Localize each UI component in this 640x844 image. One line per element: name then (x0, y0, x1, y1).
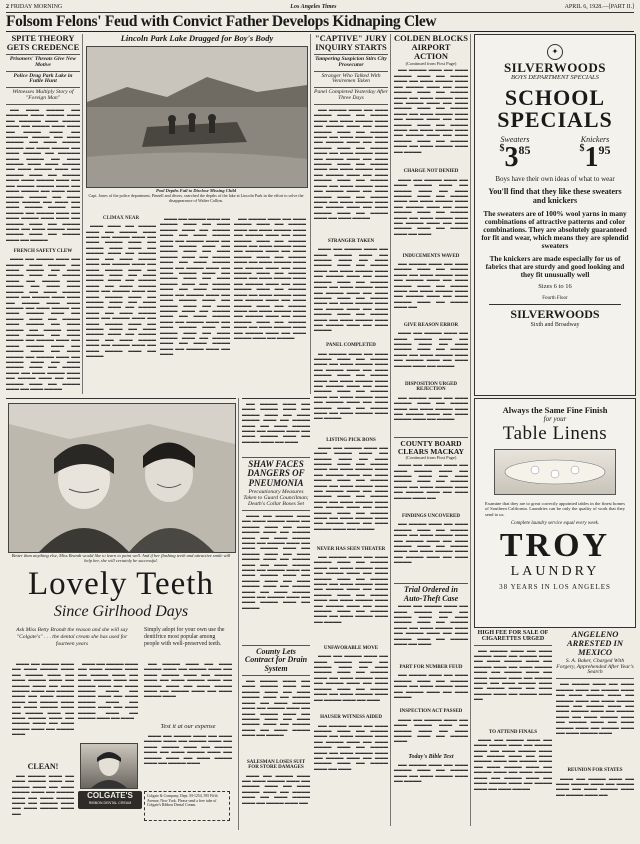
golden-body-1: ▬▬ ▬▬▬▬ ▬▬▬ ▬▬ ▬▬▬ ▬▬▬▬ ▬▬▬ ▬▬ ▬▬▬▬ ▬▬▬ ▬▬ ▬▬▬ ▬▬▬▬ ▬▬▬ ▬▬ ▬▬▬▬ ▬▬▬ ▬▬ ▬▬▬ ▬▬▬▬ ▬▬▬ ▬▬ ▬▬▬▬ ▬▬▬ ▬▬ ▬▬▬ ▬▬▬▬ ▬▬▬ ▬▬ ▬▬▬▬ ▬▬▬ ▬▬ ▬▬▬ ▬▬▬▬ ▬▬▬ ▬▬ ▬▬▬▬ ▬▬▬ ▬▬ ▬▬▬ ▬▬▬▬ ▬▬▬ ▬▬ ▬▬▬▬ ▬▬▬ ▬▬ ▬▬▬ ▬▬▬▬ ▬▬▬ ▬▬ ▬▬▬▬ ▬▬▬ ▬▬ ▬▬▬ ▬▬▬▬ ▬▬▬ ▬▬ ▬▬▬▬ ▬▬▬ ▬▬ ▬▬▬ ▬▬▬▬ ▬▬▬ ▬▬ ▬▬▬▬ ▬▬▬ ▬▬ ▬▬▬ ▬▬▬▬ ▬▬▬ ▬▬ ▬▬▬▬ (394, 67, 468, 154)
angeleno-subhead: REUNION FOR STATES (567, 768, 623, 774)
linen-illustration (494, 449, 616, 495)
troy-big1: Table Linens (502, 423, 608, 444)
golden-subhead-disposition: DISPOSITION URGED REJECTION (404, 382, 458, 393)
kidnap-continued-body: ▬▬ ▬▬▬▬ ▬▬▬ ▬▬ ▬▬▬ ▬▬▬▬ ▬▬▬ ▬▬ ▬▬▬▬ ▬▬▬ ▬▬ ▬▬▬ ▬▬▬▬ ▬▬▬ ▬▬ ▬▬▬▬ ▬▬▬ ▬▬ ▬▬▬ ▬▬▬▬ ▬▬▬ ▬▬ ▬▬▬▬ ▬▬▬ ▬▬ ▬▬▬ ▬▬▬▬ ▬▬▬ ▬▬ ▬▬▬▬ ▬▬▬ ▬▬ ▬▬▬ (242, 401, 310, 444)
knickers-price-cents: 95 (598, 143, 611, 158)
jury-sub3: Panel Completed Yesterday After Three Days (314, 89, 388, 102)
troy-body: Examine that they are to great correctly appointed tables in the finest homes of Southern California. Laundries can be only the quality of work that they send to us. (485, 501, 625, 517)
trial-headline: Trial Ordered in Auto-Theft Case (403, 585, 459, 603)
photo-caption: Pool Depths Fail to Disclose Missing Child (155, 188, 236, 193)
angeleno-body-2: ▬▬▬ ▬▬ ▬▬▬▬ ▬▬▬ ▬▬ ▬▬▬ ▬▬▬▬ ▬▬▬ ▬▬ ▬▬▬▬ ▬▬▬ ▬▬ ▬▬▬ ▬▬▬▬ ▬▬▬ ▬▬ ▬▬▬▬ ▬▬▬ ▬▬ (556, 775, 634, 797)
spite-body-2: ▬▬▬ ▬▬ ▬▬▬▬ ▬▬▬ ▬▬ ▬▬▬▬ ▬▬▬ ▬▬▬▬ ▬▬ ▬▬▬ ▬▬▬▬ ▬▬ ▬▬▬ ▬▬▬▬ ▬▬▬ ▬▬ ▬▬▬▬ ▬▬▬ ▬▬ ▬▬▬▬ ▬▬▬ ▬▬▬▬ ▬▬ ▬▬▬ ▬▬▬ ▬▬▬▬ ▬▬ ▬▬▬ ▬▬▬▬ ▬▬▬ ▬▬ ▬▬▬▬ ▬▬▬ ▬▬▬ ▬▬ ▬▬▬▬ ▬▬▬ ▬▬▬ ▬▬▬▬ ▬▬ ▬▬▬ ▬▬▬▬ ▬▬ ▬▬▬ ▬▬▬▬ ▬▬▬ ▬▬ ▬▬▬▬ ▬▬▬ ▬▬ ▬▬▬▬ ▬▬▬ ▬▬▬▬ ▬▬ ▬▬▬ ▬▬▬▬ ▬▬ ▬▬▬▬ ▬▬▬ ▬▬▬ ▬▬▬▬ ▬▬ ▬▬▬ ▬▬▬▬ ▬▬ ▬▬▬▬ ▬▬▬ ▬▬ ▬▬▬ ▬▬▬▬ ▬▬▬ ▬▬ ▬▬▬▬ ▬▬▬ ▬▬ ▬▬▬ ▬▬▬▬ ▬▬ ▬▬▬▬ ▬▬▬ ▬▬ ▬▬▬▬ ▬▬▬ ▬▬ ▬▬▬ ▬▬▬▬ ▬▬▬ ▬▬ ▬▬▬▬ ▬▬▬ ▬▬ ▬▬▬ ▬▬▬▬ ▬▬▬ ▬▬ ▬▬▬▬ ▬▬▬ ▬▬ ▬▬▬ ▬▬▬▬ ▬▬▬ ▬▬ ▬▬▬▬ ▬▬▬ ▬▬ ▬▬▬ ▬▬▬▬ (6, 256, 80, 391)
knickers-price-dollars: 1 (584, 142, 599, 174)
troy-sub: LAUNDRY (510, 564, 600, 580)
silverwoods-foot: SILVERWOODS (489, 304, 621, 322)
colgate-body-left: ▬▬▬ ▬▬ ▬▬▬▬ ▬▬▬ ▬▬ ▬▬▬ ▬▬▬▬ ▬▬▬ ▬▬ ▬▬▬▬ ▬▬▬ ▬▬ ▬▬▬ ▬▬▬▬ ▬▬▬ ▬▬ ▬▬▬▬ ▬▬▬ ▬▬ ▬▬▬ ▬▬▬▬ ▬▬▬ ▬▬ ▬▬▬▬ ▬▬▬ ▬▬ ▬▬▬ ▬▬▬▬ ▬▬▬ ▬▬ ▬▬▬▬ ▬▬▬ ▬▬ ▬▬▬ ▬▬▬▬ ▬▬▬ ▬▬ ▬▬▬▬ ▬▬▬ ▬▬ ▬▬▬ ▬▬▬▬ ▬▬▬ ▬▬ ▬▬▬▬ ▬▬▬ ▬▬ ▬▬▬ ▬▬▬▬ ▬▬▬ ▬▬ ▬▬▬▬ ▬▬▬ (12, 661, 74, 737)
silverwoods-floor: Fourth Floor (542, 296, 568, 302)
colgate-clean-head: CLEAN! (27, 762, 59, 771)
column-shaw (242, 398, 310, 831)
silverwoods-line2: You'll find that they like these sweaters and knickers (488, 187, 622, 205)
jury-body-2: ▬▬▬ ▬▬ ▬▬▬▬ ▬▬▬ ▬▬ ▬▬▬ ▬▬▬▬ ▬▬▬ ▬▬ ▬▬▬▬ ▬▬▬ ▬▬ ▬▬▬ ▬▬▬▬ ▬▬▬ ▬▬ ▬▬▬▬ ▬▬▬ ▬▬ ▬▬▬ ▬▬▬▬ ▬▬▬ ▬▬ ▬▬▬▬ ▬▬▬ ▬▬ ▬▬▬ ▬▬▬▬ ▬▬▬ ▬▬ ▬▬▬▬ ▬▬▬ ▬▬ ▬▬▬ ▬▬▬▬ ▬▬▬ ▬▬ ▬▬▬▬ ▬▬▬ ▬▬ ▬▬▬ ▬▬▬▬ ▬▬▬ ▬▬ ▬▬▬▬ ▬▬▬ ▬▬ ▬▬▬ ▬▬▬▬ ▬▬▬ ▬▬ ▬▬▬▬ ▬▬▬ ▬▬ ▬▬▬ ▬▬▬▬ ▬▬▬ ▬▬ ▬▬▬▬ ▬▬▬ ▬▬ ▬▬▬ ▬▬▬▬ ▬▬▬ ▬▬ ▬▬▬▬ ▬▬▬ ▬▬ ▬▬▬ ▬▬▬▬ (314, 246, 388, 333)
tube-brand-label: COLGATE'S (87, 791, 133, 800)
silverwoods-line4: The knickers are made especially for us of fabrics that are sturdy and good looking and they fit unusually well (485, 253, 625, 279)
colgate-title2: Since Girlhood Days (53, 603, 189, 620)
colgate-slogan: Simply adopt for your own use the dentifrice most popular among people with well-preserved teeth. (144, 627, 225, 647)
trial-body-3: ▬▬▬ ▬▬ ▬▬▬▬ ▬▬▬ ▬▬ ▬▬▬ ▬▬▬▬ ▬▬▬ ▬▬ ▬▬▬▬ ▬▬▬ ▬▬ ▬▬▬ ▬▬▬▬ ▬▬▬ ▬▬ ▬▬▬▬ ▬▬▬ (394, 716, 468, 744)
fees-body-2: ▬▬▬ ▬▬ ▬▬▬▬ ▬▬▬ ▬▬ ▬▬▬ ▬▬▬▬ ▬▬▬ ▬▬ ▬▬▬▬ ▬▬▬ ▬▬ ▬▬▬ ▬▬▬▬ ▬▬▬ ▬▬ ▬▬▬▬ ▬▬▬ ▬▬ ▬▬▬ ▬▬▬▬ ▬▬▬ ▬▬ ▬▬▬▬ ▬▬▬ ▬▬ ▬▬▬ ▬▬▬▬ ▬▬▬ ▬▬ ▬▬▬▬ ▬▬▬ ▬▬ ▬▬▬ ▬▬▬▬ ▬▬▬ ▬▬ ▬▬▬▬ ▬▬▬ ▬▬ ▬▬▬ ▬▬▬▬ ▬▬▬ ▬▬ ▬▬▬▬ ▬▬▬ ▬▬ ▬▬▬ ▬▬▬▬ (474, 736, 552, 791)
jury-subhead-unfavorable: UNFAVORABLE MOVE (323, 646, 379, 651)
miss-brandt-portrait-image (81, 744, 137, 788)
troy-line2: for your (543, 415, 567, 423)
colgate-tube (78, 791, 142, 809)
trial-body-1: ▬▬▬ ▬▬ ▬▬▬▬ ▬▬▬ ▬▬ ▬▬▬ ▬▬▬▬ ▬▬▬ ▬▬ ▬▬▬▬ ▬▬▬ ▬▬ ▬▬▬ ▬▬▬▬ ▬▬▬ ▬▬ ▬▬▬▬ ▬▬▬ ▬▬ ▬▬▬ ▬▬▬▬ ▬▬▬ ▬▬ ▬▬▬▬ ▬▬▬ ▬▬ ▬▬▬ ▬▬▬▬ ▬▬▬ ▬▬ ▬▬▬▬ ▬▬▬ ▬▬ ▬▬▬ (394, 603, 468, 647)
angeleno-body-1: ▬▬ ▬▬▬▬ ▬▬▬ ▬▬ ▬▬▬ ▬▬▬▬ ▬▬▬ ▬▬ ▬▬▬▬ ▬▬▬ ▬▬ ▬▬▬ ▬▬▬▬ ▬▬▬ ▬▬ ▬▬▬▬ ▬▬▬ ▬▬ ▬▬▬ ▬▬▬▬ ▬▬▬ ▬▬ ▬▬▬▬ ▬▬▬ ▬▬ ▬▬▬ ▬▬▬▬ ▬▬▬ ▬▬ ▬▬▬▬ ▬▬▬ ▬▬ ▬▬▬ ▬▬▬▬ ▬▬▬ ▬▬ ▬▬▬▬ ▬▬▬ ▬▬ ▬▬▬ ▬▬▬▬ ▬▬▬ ▬▬ ▬▬▬▬ ▬▬▬ ▬▬ ▬▬▬ ▬▬▬▬ ▬▬▬ (556, 681, 634, 735)
silverwoods-sizes: Sizes 6 to 16 (538, 283, 572, 291)
folio-bar (6, 2, 634, 13)
spite-body-1: ▬▬ ▬▬▬ ▬▬▬▬ ▬▬ ▬▬▬▬▬ ▬▬▬ ▬▬▬▬ ▬▬▬ ▬▬ ▬▬▬▬▬ ▬▬▬ ▬▬▬▬ ▬▬▬ ▬▬ ▬▬▬▬ ▬▬▬ ▬▬▬ ▬▬ ▬▬▬▬ ▬▬▬ ▬▬ ▬▬▬▬▬ ▬▬▬▬ ▬▬ ▬▬▬ ▬▬▬▬ ▬▬ ▬▬▬ ▬▬▬▬ ▬▬▬▬ ▬▬ ▬▬▬ ▬▬▬▬ ▬▬ ▬▬▬ ▬▬▬▬ ▬▬ ▬▬▬▬▬ ▬▬▬ ▬▬▬▬ ▬▬ ▬▬▬ ▬▬▬▬ ▬▬▬ ▬▬▬ ▬▬▬▬ ▬▬ ▬▬▬ ▬▬▬▬ ▬▬▬ ▬▬ ▬▬▬▬ ▬▬▬ ▬▬ ▬▬▬▬ ▬▬▬ ▬▬▬ ▬▬▬▬ ▬▬▬ ▬▬ ▬▬ ▬▬▬▬ ▬▬▬▬ ▬▬▬ ▬▬ ▬▬▬ ▬▬▬▬ ▬▬ ▬▬▬ ▬▬▬ ▬▬▬▬ ▬▬▬▬ ▬▬ ▬▬▬ ▬▬▬ ▬▬▬▬ ▬▬ ▬▬▬ ▬▬ ▬▬▬ ▬▬▬▬ ▬▬▬▬ ▬▬ ▬▬▬▬ ▬▬ ▬▬▬▬ ▬▬▬ ▬▬ ▬▬▬ ▬▬▬▬ ▬▬▬ ▬▬▬ ▬▬ ▬▬▬▬ ▬▬▬ ▬▬ ▬▬▬▬ ▬▬▬ ▬▬ ▬▬▬ ▬▬▬▬ ▬▬▬ ▬▬▬▬ ▬▬▬ ▬▬ ▬▬▬▬ ▬▬▬ ▬▬ ▬▬▬▬ (6, 107, 80, 242)
jury-subhead-stranger: STRANGER TAKEN (327, 239, 375, 244)
bible-body: ▬▬ ▬▬▬▬ ▬▬▬ ▬▬ ▬▬▬ ▬▬▬▬ ▬▬▬ ▬▬ ▬▬▬▬ ▬▬▬ ▬▬ ▬▬▬ ▬▬▬▬ ▬▬▬ ▬▬ ▬▬▬▬ (394, 762, 468, 784)
silverwoods-brand: SILVERWOODS (503, 60, 607, 75)
banner-headline: Folsom Felons' Feud with Convict Father Develops Kidnaping Clew (6, 13, 634, 32)
silverwoods-tag: BOYS DEPARTMENT SPECIALS (511, 73, 599, 81)
column-fees (474, 630, 552, 830)
shaw-body: ▬▬▬ ▬▬ ▬▬▬▬ ▬▬▬ ▬▬ ▬▬▬ ▬▬▬▬ ▬▬▬ ▬▬ ▬▬▬▬ ▬▬▬ ▬▬ ▬▬▬ ▬▬▬▬ ▬▬▬ ▬▬ ▬▬▬▬ ▬▬▬ ▬▬ ▬▬▬ ▬▬▬▬ ▬▬▬ ▬▬ ▬▬▬▬ ▬▬▬ ▬▬ ▬▬▬ ▬▬▬▬ ▬▬▬ ▬▬ ▬▬▬▬ ▬▬▬ ▬▬ ▬▬▬ ▬▬▬▬ ▬▬▬ ▬▬ ▬▬▬▬ ▬▬▬ ▬▬ ▬▬▬ ▬▬▬▬ ▬▬▬ ▬▬ ▬▬▬▬ ▬▬▬ ▬▬ ▬▬▬ ▬▬▬▬ ▬▬▬ ▬▬ ▬▬▬▬ ▬▬▬ ▬▬ ▬▬▬ ▬▬▬▬ ▬▬▬ ▬▬ ▬▬▬▬ ▬▬▬ ▬▬ ▬▬▬ ▬▬▬▬ ▬▬▬ ▬▬ ▬▬▬▬ ▬▬▬ ▬▬ ▬▬▬ ▬▬▬▬ ▬▬▬ ▬▬ ▬▬▬▬ (242, 512, 310, 610)
silverwoods-line3: The sweaters are of 100% wool yarns in many combinations of attractive patterns and color combinations. They are absolutely guaranteed for fit and wear, which means they are splendid sweaters (481, 208, 629, 251)
brandt-caption: Better than anything else, Miss Brandt would like to learn to paint well. And if her flashing teeth and attractive smile will help her, she will certainly be successful. (11, 553, 231, 564)
jury-body-5: ▬▬ ▬▬▬▬ ▬▬▬ ▬▬ ▬▬▬ ▬▬▬▬ ▬▬▬ ▬▬ ▬▬▬▬ ▬▬▬ ▬▬ ▬▬▬ ▬▬▬▬ ▬▬▬ ▬▬ ▬▬▬▬ ▬▬▬ ▬▬ ▬▬▬ ▬▬▬▬ ▬▬▬ ▬▬ ▬▬▬▬ ▬▬▬ ▬▬ ▬▬▬ ▬▬▬▬ ▬▬▬ ▬▬ ▬▬▬▬ ▬▬▬ ▬▬ ▬▬▬ ▬▬▬▬ ▬▬▬ ▬▬ ▬▬▬▬ ▬▬▬ ▬▬ ▬▬▬ ▬▬▬▬ ▬▬▬ ▬▬ ▬▬▬▬ ▬▬▬ ▬▬ ▬▬▬ ▬▬▬▬ ▬▬▬ ▬▬ ▬▬▬▬ ▬▬▬ ▬▬ ▬▬▬ ▬▬▬▬ ▬▬▬ ▬▬ ▬▬▬▬ (314, 554, 388, 624)
jury-headline: "CAPTIVE" JURY INQUIRY STARTS (314, 33, 388, 52)
golden-body-4: ▬▬▬ ▬▬ ▬▬▬▬ ▬▬▬ ▬▬ ▬▬▬ ▬▬▬▬ ▬▬▬ ▬▬ ▬▬▬▬ ▬▬▬ ▬▬ ▬▬▬ ▬▬▬▬ ▬▬▬ ▬▬ ▬▬▬▬ ▬▬▬ ▬▬ ▬▬▬ ▬▬▬▬ ▬▬▬ ▬▬ ▬▬▬▬ ▬▬▬ ▬▬ ▬▬▬ ▬▬▬▬ ▬▬▬ ▬▬ ▬▬▬▬ (394, 330, 468, 368)
salesman-headline: SALESMAN LOSES SUIT FOR STORE DAMAGES (246, 760, 306, 771)
folio-date-right: APRIL 6, 1928.—[PART II.] (564, 4, 634, 10)
shaw-headline: SHAW FACES DANGERS OF PNEUMONIA (247, 459, 305, 488)
two-women-portrait-image (9, 404, 235, 552)
colgate-body-mid: ▬▬▬ ▬▬ ▬▬▬▬ ▬▬▬ ▬▬ ▬▬▬ ▬▬▬▬ ▬▬▬ ▬▬ ▬▬▬▬ ▬▬▬ ▬▬ ▬▬▬ ▬▬▬▬ ▬▬▬ ▬▬ ▬▬▬▬ ▬▬▬ ▬▬ ▬▬▬ ▬▬▬▬ ▬▬▬ ▬▬ ▬▬▬▬ ▬▬▬ ▬▬ ▬▬▬ ▬▬▬▬ ▬▬▬ ▬▬ ▬▬▬▬ ▬▬▬ ▬▬ ▬▬▬ ▬▬▬▬ ▬▬▬ ▬▬ ▬▬▬▬ ▬▬▬ ▬▬ ▬▬▬ (78, 661, 138, 721)
colgate-title1: Lovely Teeth (28, 566, 214, 602)
sweaters-price-block: Sweaters $^{\$}3^{85}$ (499, 135, 531, 174)
sweaters-price-cents: 85 (518, 143, 531, 158)
page-number: 2 (6, 4, 9, 10)
trial-body-2: ▬▬ ▬▬▬▬ ▬▬▬ ▬▬ ▬▬▬ ▬▬▬▬ ▬▬▬ ▬▬ ▬▬▬▬ ▬▬▬ ▬▬ ▬▬▬ ▬▬▬▬ ▬▬▬ ▬▬ ▬▬▬▬ ▬▬▬ ▬▬ ▬▬▬ ▬▬▬▬ (394, 672, 468, 700)
mackay-body-1: ▬▬▬ ▬▬ ▬▬▬▬ ▬▬▬ ▬▬ ▬▬▬ ▬▬▬▬ ▬▬▬ ▬▬ ▬▬▬▬ ▬▬▬ ▬▬ ▬▬▬ ▬▬▬▬ ▬▬▬ ▬▬ ▬▬▬▬ ▬▬▬ ▬▬ ▬▬▬ ▬▬▬▬ ▬▬▬ ▬▬ ▬▬▬▬ ▬▬▬ ▬▬ ▬▬▬ ▬▬▬▬ ▬▬▬ ▬▬ (394, 462, 468, 500)
mackay-body-2: ▬▬ ▬▬▬▬ ▬▬▬ ▬▬ ▬▬▬ ▬▬▬▬ ▬▬▬ ▬▬ ▬▬▬▬ ▬▬▬ ▬▬ ▬▬▬ ▬▬▬▬ ▬▬▬ ▬▬ ▬▬▬▬ ▬▬▬ ▬▬ ▬▬▬ ▬▬▬▬ ▬▬▬ ▬▬ ▬▬▬▬ ▬▬▬ ▬▬ ▬▬▬ ▬▬▬▬ ▬▬▬ ▬▬ ▬▬▬▬ ▬▬▬ ▬▬ ▬▬▬ ▬▬▬▬ (394, 521, 468, 565)
jury-subhead-hauser: HAUSER WITNESS AIDED (320, 715, 382, 721)
angeleno-headline: ANGELENO ARRESTED IN MEXICO (567, 629, 623, 657)
column-angeleno (556, 630, 634, 830)
tablecloth-icon (495, 450, 615, 494)
jury-body-6: ▬▬▬ ▬▬ ▬▬▬▬ ▬▬▬ ▬▬ ▬▬▬ ▬▬▬▬ ▬▬▬ ▬▬ ▬▬▬▬ ▬▬▬ ▬▬ ▬▬▬ ▬▬▬▬ ▬▬▬ ▬▬ ▬▬▬▬ ▬▬▬ ▬▬ ▬▬▬ ▬▬▬▬ ▬▬▬ ▬▬ ▬▬▬▬ ▬▬▬ ▬▬ ▬▬▬ ▬▬▬▬ ▬▬▬ ▬▬ ▬▬▬▬ ▬▬▬ ▬▬ ▬▬▬ ▬▬▬▬ ▬▬▬ ▬▬ ▬▬▬▬ ▬▬▬ ▬▬ ▬▬▬ (314, 653, 388, 702)
masthead-small: Los Angeles Times (290, 4, 337, 10)
fees-body-1: ▬▬ ▬▬▬▬ ▬▬▬ ▬▬ ▬▬▬ ▬▬▬▬ ▬▬▬ ▬▬ ▬▬▬▬ ▬▬▬ ▬▬ ▬▬▬ ▬▬▬▬ ▬▬▬ ▬▬ ▬▬▬▬ ▬▬▬ ▬▬ ▬▬▬ ▬▬▬▬ ▬▬▬ ▬▬ ▬▬▬▬ ▬▬▬ ▬▬ ▬▬▬ ▬▬▬▬ ▬▬▬ ▬▬ ▬▬▬▬ ▬▬▬ ▬▬ ▬▬▬ ▬▬▬▬ ▬▬▬ ▬▬ ▬▬▬▬ ▬▬▬ ▬▬ ▬▬▬ ▬▬▬▬ ▬▬▬ ▬▬ ▬▬▬▬ ▬▬▬ ▬▬ (474, 647, 552, 702)
lake-photo (86, 46, 308, 188)
trial-subhead-inspection: INSPECTION ACT PASSED (399, 709, 463, 715)
mackay-continued: (Continued from First Page) (405, 455, 457, 461)
colgate-body-right: ▬▬ ▬▬▬▬ ▬▬▬ ▬▬ ▬▬▬ ▬▬▬▬ ▬▬▬ ▬▬ ▬▬▬▬ ▬▬▬ ▬▬ ▬▬▬ ▬▬▬▬ ▬▬▬ ▬▬ ▬▬▬▬ ▬▬▬ ▬▬ ▬▬▬ ▬▬▬▬ ▬▬▬ ▬▬ ▬▬▬▬ ▬▬▬ ▬▬ ▬▬▬ ▬▬▬▬ ▬▬▬ ▬▬ ▬▬▬▬ ▬▬▬ ▬▬ ▬▬▬ ▬▬▬▬ ▬▬▬ (144, 661, 232, 699)
lake-scene-image (87, 47, 307, 187)
kidnap-story-col-b: ▬▬▬ ▬▬ ▬▬▬▬ ▬▬▬ ▬▬ ▬▬▬▬ ▬▬▬ ▬▬ ▬▬▬ ▬▬▬▬ ▬▬▬ ▬▬ ▬▬▬▬ ▬▬▬ ▬▬ ▬▬▬ ▬▬▬▬ ▬▬▬ ▬▬ ▬▬▬▬ ▬▬▬ ▬▬ ▬▬▬ ▬▬▬▬ ▬▬▬ ▬▬ ▬▬▬▬ ▬▬▬ ▬▬ ▬▬▬ ▬▬▬▬ ▬▬▬ ▬▬ ▬▬▬▬ ▬▬▬ ▬▬ ▬▬▬ ▬▬▬▬ ▬▬▬ ▬▬ ▬▬▬▬ ▬▬▬ ▬▬ ▬▬▬ ▬▬▬▬ ▬▬▬ ▬▬ ▬▬▬▬ ▬▬▬ ▬▬ ▬▬▬ ▬▬▬▬ ▬▬▬ ▬▬ ▬▬▬▬ ▬▬▬ ▬▬ ▬▬▬ ▬▬▬▬ ▬▬▬ ▬▬ ▬▬▬▬ ▬▬▬ ▬▬ ▬▬▬ ▬▬▬▬ ▬▬▬ ▬▬ ▬▬▬▬ ▬▬▬ ▬▬ ▬▬▬ ▬▬▬▬ ▬▬▬ ▬▬ ▬▬▬▬ ▬▬▬ ▬▬ ▬▬▬ ▬▬▬▬ ▬▬▬ ▬▬ ▬▬▬▬ ▬▬▬ ▬▬ ▬▬▬ ▬▬▬▬ ▬▬▬ ▬▬ ▬▬▬▬ ▬▬▬ ▬▬ ▬▬▬ ▬▬▬▬ ▬▬▬ ▬▬ ▬▬▬▬ ▬▬▬ ▬▬ ▬▬▬ ▬▬▬▬ ▬▬▬ ▬▬ ▬▬▬▬ ▬▬▬ ▬▬ ▬▬▬ (160, 216, 230, 357)
golden-body-5: ▬▬ ▬▬▬▬ ▬▬▬ ▬▬ ▬▬▬ ▬▬▬▬ ▬▬▬ ▬▬ ▬▬▬▬ ▬▬▬ ▬▬ ▬▬▬ ▬▬▬▬ ▬▬▬ ▬▬ ▬▬▬▬ ▬▬▬ ▬▬ ▬▬▬ ▬▬▬▬ ▬▬▬ ▬▬ ▬▬▬▬ (394, 394, 468, 422)
colgate-coupon[interactable] (144, 791, 230, 821)
silverwoods-crest-icon: ✦ (547, 44, 563, 60)
silverwoods-line1: Boys have their own ideas of what to wear (495, 175, 615, 184)
jury-body-7: ▬▬ ▬▬▬▬ ▬▬▬ ▬▬ ▬▬▬ ▬▬▬▬ ▬▬▬ ▬▬ ▬▬▬▬ ▬▬▬ ▬▬ ▬▬▬ ▬▬▬▬ ▬▬▬ ▬▬ ▬▬▬▬ ▬▬▬ ▬▬ ▬▬▬ ▬▬▬▬ ▬▬▬ ▬▬ ▬▬▬▬ ▬▬▬ ▬▬ ▬▬▬ ▬▬▬▬ ▬▬▬ ▬▬ ▬▬▬▬ ▬▬▬ ▬▬ ▬▬▬ ▬▬▬▬ ▬▬▬ ▬▬ ▬▬▬▬ ▬▬▬ ▬▬ ▬▬▬ (314, 722, 388, 771)
angeleno-sub: S. A. Baker, Charged With Forgery, Apprehended After Year's Search (556, 657, 634, 676)
jury-body-1: ▬▬ ▬▬▬▬ ▬▬▬ ▬▬ ▬▬▬ ▬▬▬▬ ▬▬▬ ▬▬ ▬▬▬▬ ▬▬▬ ▬▬ ▬▬▬ ▬▬▬▬ ▬▬▬ ▬▬ ▬▬▬▬ ▬▬▬ ▬▬ ▬▬▬ ▬▬▬▬ ▬▬▬ ▬▬ ▬▬▬▬ ▬▬▬ ▬▬ ▬▬▬ ▬▬▬▬ ▬▬▬ ▬▬ ▬▬▬▬ ▬▬▬ ▬▬ ▬▬▬ ▬▬▬▬ ▬▬▬ ▬▬ ▬▬▬▬ ▬▬▬ ▬▬ ▬▬▬ ▬▬▬▬ ▬▬▬ ▬▬ ▬▬▬▬ ▬▬▬ ▬▬ ▬▬▬ ▬▬▬▬ ▬▬▬ ▬▬ ▬▬▬▬ ▬▬▬ ▬▬ ▬▬▬ ▬▬▬▬ ▬▬▬ ▬▬ ▬▬▬▬ ▬▬▬ ▬▬ ▬▬▬ ▬▬▬▬ ▬▬▬ ▬▬ ▬▬▬▬ ▬▬▬ ▬▬ ▬▬▬ ▬▬▬▬ ▬▬▬ ▬▬ ▬▬▬▬ ▬▬▬ ▬▬ ▬▬▬ ▬▬▬▬ ▬▬▬ ▬▬ ▬▬▬▬ ▬▬▬ ▬▬ ▬▬▬ ▬▬▬▬ ▬▬▬ ▬▬ ▬▬▬▬ ▬▬▬ ▬▬ ▬▬▬ ▬▬▬▬ ▬▬▬ ▬▬ ▬▬▬▬ ▬▬▬ ▬▬ ▬▬▬ ▬▬▬▬ (314, 107, 388, 221)
jury-sub2: Stranger Who Talked With Veniremen Taken (321, 72, 381, 85)
troy-ad (474, 398, 636, 628)
knickers-label: Knickers (580, 135, 610, 145)
column-jury (314, 34, 388, 826)
silverwoods-address: Sixth and Broadway (530, 322, 580, 329)
folio-date-left: FRIDAY MORNING (10, 4, 63, 10)
golden-continued: (Continued from First Page) (405, 60, 457, 66)
knickers-price-block: Knickers $^{\$}1^{95}$ (579, 135, 611, 174)
jury-subhead-theater: NEVER HAS SEEN THEATER (316, 546, 386, 552)
climax-subhead: CLIMAX NEAR (102, 216, 140, 221)
golden-subhead-charge: CHARGE NOT DENIED (403, 169, 459, 175)
fees-subhead: TO ATTEND FINALS (488, 729, 538, 735)
column-golden (394, 34, 468, 826)
colgate-portrait (80, 743, 138, 789)
photo-block-top (86, 34, 308, 214)
bible-text-head: Today's Bible Text (408, 753, 454, 760)
troy-phone: Complete laundry service equal every week. (510, 521, 600, 527)
troy-line1: Always the Same Fine Finish (502, 405, 608, 415)
spite-subhead-2: FRENCH SAFETY CLEW (13, 249, 73, 254)
folio-day (6, 4, 62, 10)
troy-brand: TROY (499, 527, 611, 565)
spite-sub3: Witnesses Multiply Story of "Foreign Man" (12, 89, 74, 102)
jury-body-4: ▬▬▬ ▬▬ ▬▬▬▬ ▬▬▬ ▬▬ ▬▬▬ ▬▬▬▬ ▬▬▬ ▬▬ ▬▬▬▬ ▬▬▬ ▬▬ ▬▬▬ ▬▬▬▬ ▬▬▬ ▬▬ ▬▬▬▬ ▬▬▬ ▬▬ ▬▬▬ ▬▬▬▬ ▬▬▬ ▬▬ ▬▬▬▬ ▬▬▬ ▬▬ ▬▬▬ ▬▬▬▬ ▬▬▬ ▬▬ ▬▬▬▬ ▬▬▬ ▬▬ ▬▬▬ ▬▬▬▬ ▬▬▬ ▬▬ ▬▬▬▬ ▬▬▬ ▬▬ ▬▬▬ ▬▬▬▬ ▬▬▬ ▬▬ ▬▬▬▬ ▬▬▬ ▬▬ ▬▬▬ ▬▬▬▬ ▬▬▬ ▬▬ ▬▬▬▬ ▬▬▬ ▬▬ ▬▬▬ ▬▬▬▬ ▬▬▬ ▬▬ ▬▬▬▬ ▬▬▬ ▬▬ ▬▬▬ ▬▬▬▬ ▬▬▬ ▬▬ ▬▬▬▬ ▬▬▬ ▬▬ ▬▬▬ ▬▬▬▬ ▬▬▬ ▬▬ ▬▬▬▬ (314, 444, 388, 531)
spite-sub2: Police Drag Park Lake in Futile Hunt (13, 72, 73, 85)
sweaters-price-dollars: 3 (504, 142, 519, 174)
golden-subhead-reason: GIVE REASON ERROR (403, 322, 459, 328)
fees-headline: HIGH FEE FOR SALE OF CIGARETTES URGED (477, 630, 549, 643)
salesman-body: ▬▬▬ ▬▬ ▬▬▬▬ ▬▬▬ ▬▬ ▬▬▬ ▬▬▬▬ ▬▬▬ ▬▬ ▬▬▬▬ ▬▬▬ ▬▬ ▬▬▬ ▬▬▬▬ ▬▬▬ ▬▬ ▬▬▬▬ ▬▬▬ ▬▬ ▬▬▬ ▬▬▬▬ ▬▬▬ ▬▬ ▬▬▬▬ ▬▬▬ ▬▬ (242, 772, 310, 805)
jury-sub1: Tampering Suspicion Stirs City Prosecutor (315, 55, 387, 68)
spite-headline: SPITE THEORY GETS CREDENCE (6, 33, 80, 52)
golden-subhead-inducements: INDUCEMENTS WAVED (402, 253, 460, 259)
county-headline: County Lets Contract for Drain System (244, 646, 308, 673)
golden-body-3: ▬▬ ▬▬▬▬ ▬▬▬ ▬▬ ▬▬▬ ▬▬▬▬ ▬▬▬ ▬▬ ▬▬▬▬ ▬▬▬ ▬▬ ▬▬▬ ▬▬▬▬ ▬▬▬ ▬▬ ▬▬▬▬ ▬▬▬ ▬▬ ▬▬▬ ▬▬▬▬ ▬▬▬ ▬▬ ▬▬▬▬ ▬▬▬ ▬▬ ▬▬▬ ▬▬▬▬ ▬▬▬ ▬▬ ▬▬▬▬ ▬▬▬ ▬▬ ▬▬▬ ▬▬▬▬ ▬▬▬ ▬▬ ▬▬▬▬ ▬▬▬ ▬▬ (394, 260, 468, 310)
golden-headline: COLDEN BLOCKS AIRPORT ACTION (394, 33, 468, 61)
troy-years: 38 YEARS IN LOS ANGELES (499, 583, 611, 592)
colgate-test-head: Test it at our expense (160, 723, 216, 730)
column-spite (6, 34, 80, 394)
tube-sub-label: RIBBON DENTAL CREAM (88, 801, 132, 805)
sweaters-label: Sweaters (500, 135, 530, 145)
jury-subhead-panel: PANEL COMPLETED (326, 343, 376, 349)
mackay-headline: COUNTY BOARD CLEARS MACKAY (397, 438, 465, 456)
photo-subcaption: Capt. Jones of the police department, Pinnell and divers, searched the depths of the lake at Lincoln Park in the effort to solve the disappearance of Walter Collins. (88, 193, 304, 203)
brandt-photo (8, 403, 236, 553)
silverwoods-big: SCHOOL SPECIALS (497, 85, 613, 133)
colgate-intro: Ask Miss Betty Brandt the reason and she will say "Colgate's" . . . the dental cream she has used for fourteen years (16, 627, 128, 647)
jury-subhead-listing: LISTING PICK BONS (326, 437, 376, 443)
photo-title: Lincoln Park Lake Dragged for Boy's Body (120, 33, 274, 43)
kidnap-story-col-a: CLIMAX NEAR ▬▬▬ ▬▬▬ ▬▬ ▬▬▬▬ ▬▬▬ ▬▬ ▬▬▬▬ ▬▬▬ ▬▬▬ ▬▬ ▬▬▬▬ ▬▬▬ ▬▬ ▬▬▬ ▬▬▬▬ ▬▬▬ ▬▬ ▬▬▬▬ ▬▬▬ ▬▬▬ ▬▬ ▬▬▬▬ ▬▬▬ ▬▬ ▬▬▬▬ ▬▬▬ ▬▬ ▬▬▬ ▬▬▬▬ ▬▬▬ ▬▬ ▬▬▬▬ ▬▬▬ ▬▬ ▬▬▬ ▬▬▬▬ ▬▬▬ ▬▬ ▬▬▬▬ ▬▬▬ ▬▬ ▬▬▬ ▬▬▬▬ ▬▬▬ ▬▬ ▬▬▬▬ ▬▬▬ ▬▬ ▬▬▬ ▬▬▬▬ ▬▬▬ ▬▬ ▬▬▬▬ ▬▬▬ ▬▬ ▬▬▬ ▬▬▬▬ ▬▬▬ ▬▬ ▬▬▬▬ ▬▬▬ ▬▬ ▬▬▬ ▬▬▬▬ ▬▬▬ ▬▬ ▬▬▬▬ ▬▬▬ ▬▬ ▬▬▬ ▬▬▬▬ ▬▬▬ ▬▬ ▬▬▬▬ ▬▬▬ ▬▬ ▬▬▬ ▬▬▬▬ ▬▬▬ ▬▬ ▬▬▬▬ ▬▬▬ ▬▬ ▬▬▬ ▬▬▬▬ ▬▬▬ ▬▬ ▬▬▬▬ ▬▬▬ ▬▬ ▬▬▬ ▬▬▬▬ ▬▬▬ ▬▬ ▬▬▬▬ ▬▬▬ ▬▬ ▬▬▬ ▬▬▬▬ ▬▬▬ ▬▬ ▬▬▬▬ (86, 216, 156, 358)
colgate-body-right-2: ▬▬▬ ▬▬ ▬▬▬▬ ▬▬▬ ▬▬ ▬▬▬ ▬▬▬▬ ▬▬▬ ▬▬ ▬▬▬▬ ▬▬▬ ▬▬ ▬▬▬ ▬▬▬▬ ▬▬▬ ▬▬ ▬▬▬▬ ▬▬▬ ▬▬ ▬▬▬ ▬▬▬▬ ▬▬▬ ▬▬ ▬▬▬▬ ▬▬▬ ▬▬ ▬▬▬ ▬▬▬▬ ▬▬▬ ▬▬ ▬▬▬▬ ▬▬▬ (144, 733, 232, 766)
coupon-text: Colgate & Company, Dept. M-1254, 595 Fifth Avenue, New York. Please send a free tube of Colgate's Ribbon Dental Cream. (147, 794, 218, 807)
mackay-subhead-findings: FINDINGS UNCOVERED (402, 514, 460, 520)
silverwoods-ad (474, 34, 636, 396)
shaw-sub: Precautionary Measures Taken to Guard Councilman; Death's Collar Boxes Set (243, 489, 309, 508)
golden-body-2: ▬▬▬ ▬▬ ▬▬▬▬ ▬▬▬ ▬▬ ▬▬▬ ▬▬▬▬ ▬▬▬ ▬▬ ▬▬▬▬ ▬▬▬ ▬▬ ▬▬▬ ▬▬▬▬ ▬▬▬ ▬▬ ▬▬▬▬ ▬▬▬ ▬▬ ▬▬▬ ▬▬▬▬ ▬▬▬ ▬▬ ▬▬▬▬ ▬▬▬ ▬▬ ▬▬▬ ▬▬▬▬ ▬▬▬ ▬▬ ▬▬▬▬ ▬▬▬ ▬▬ ▬▬▬ ▬▬▬▬ ▬▬▬ ▬▬ ▬▬▬▬ ▬▬▬ ▬▬ ▬▬▬ ▬▬▬▬ ▬▬▬ ▬▬ ▬▬▬▬ ▬▬▬ ▬▬ ▬▬▬ (394, 176, 468, 236)
kidnap-story-col-c: ▬▬ ▬▬▬▬ ▬▬▬ ▬▬ ▬▬▬ ▬▬▬▬ ▬▬▬ ▬▬ ▬▬▬▬ ▬▬▬ ▬▬ ▬▬▬ ▬▬▬▬ ▬▬▬ ▬▬ ▬▬▬▬ ▬▬▬ ▬▬ ▬▬▬ ▬▬▬▬ ▬▬▬ ▬▬ ▬▬▬▬ ▬▬▬ ▬▬ ▬▬▬ ▬▬▬▬ ▬▬▬ ▬▬ ▬▬▬▬ ▬▬▬ ▬▬ ▬▬▬ ▬▬▬▬ ▬▬▬ ▬▬ ▬▬▬▬ ▬▬▬ ▬▬ ▬▬▬ ▬▬▬▬ ▬▬▬ ▬▬ ▬▬▬▬ ▬▬▬ ▬▬ ▬▬▬ ▬▬▬▬ ▬▬▬ ▬▬ ▬▬▬▬ ▬▬▬ ▬▬ ▬▬▬ ▬▬▬▬ ▬▬▬ ▬▬ ▬▬▬▬ ▬▬▬ ▬▬ ▬▬▬ ▬▬▬▬ ▬▬▬ ▬▬ ▬▬▬▬ ▬▬▬ ▬▬ ▬▬▬ ▬▬▬▬ ▬▬▬ ▬▬ ▬▬▬▬ ▬▬▬ ▬▬ ▬▬▬ ▬▬▬▬ ▬▬▬ ▬▬ ▬▬▬▬ ▬▬▬ ▬▬ ▬▬▬ ▬▬▬▬ ▬▬▬ ▬▬ ▬▬▬▬ ▬▬▬ ▬▬ ▬▬▬ ▬▬▬▬ ▬▬▬ ▬▬ ▬▬▬▬ ▬▬▬ ▬▬ ▬▬▬ ▬▬▬▬ ▬▬▬ ▬▬ ▬▬▬▬ ▬▬▬ ▬▬ ▬▬▬ ▬▬▬▬ ▬▬▬ ▬▬ ▬▬▬▬ (234, 216, 306, 340)
jury-body-3: ▬▬ ▬▬▬▬ ▬▬▬ ▬▬ ▬▬▬ ▬▬▬▬ ▬▬▬ ▬▬ ▬▬▬▬ ▬▬▬ ▬▬ ▬▬▬ ▬▬▬▬ ▬▬▬ ▬▬ ▬▬▬▬ ▬▬▬ ▬▬ ▬▬▬ ▬▬▬▬ ▬▬▬ ▬▬ ▬▬▬▬ ▬▬▬ ▬▬ ▬▬▬ ▬▬▬▬ ▬▬▬ ▬▬ ▬▬▬▬ ▬▬▬ ▬▬ ▬▬▬ ▬▬▬▬ ▬▬▬ ▬▬ ▬▬▬▬ ▬▬▬ ▬▬ ▬▬▬ ▬▬▬▬ ▬▬▬ ▬▬ ▬▬▬▬ ▬▬▬ ▬▬ ▬▬▬ ▬▬▬▬ ▬▬▬ ▬▬ ▬▬▬▬ ▬▬▬ ▬▬ ▬▬▬ ▬▬▬▬ ▬▬▬ ▬▬ ▬▬▬▬ (314, 350, 388, 421)
spite-sub1: Prisoners' Threats Give New Motive (9, 55, 77, 68)
colgate-body-left-2: ▬▬ ▬▬▬▬ ▬▬▬ ▬▬ ▬▬▬ ▬▬▬▬ ▬▬▬ ▬▬ ▬▬▬▬ ▬▬▬ ▬▬ ▬▬▬ ▬▬▬▬ ▬▬▬ ▬▬ ▬▬▬▬ ▬▬▬ ▬▬ ▬▬▬ ▬▬▬▬ ▬▬▬ ▬▬ ▬▬▬▬ ▬▬▬ ▬▬ ▬▬▬ ▬▬▬▬ ▬▬▬ ▬▬ (12, 773, 74, 816)
trial-subhead-feud: PART FOR NUMBER FEUD (399, 665, 463, 671)
colgate-ad (6, 398, 236, 831)
county-body: ▬▬ ▬▬▬▬ ▬▬▬ ▬▬ ▬▬▬ ▬▬▬▬ ▬▬▬ ▬▬ ▬▬▬▬ ▬▬▬ ▬▬ ▬▬▬ ▬▬▬▬ ▬▬▬ ▬▬ ▬▬▬▬ ▬▬▬ ▬▬ ▬▬▬ ▬▬▬▬ ▬▬▬ ▬▬ ▬▬▬▬ ▬▬▬ ▬▬ ▬▬▬ ▬▬▬▬ ▬▬▬ ▬▬ ▬▬▬▬ ▬▬▬ ▬▬ ▬▬▬ ▬▬▬▬ ▬▬▬ ▬▬ ▬▬▬▬ ▬▬▬ ▬▬ ▬▬▬ ▬▬▬▬ ▬▬▬ ▬▬ ▬▬▬▬ (242, 678, 310, 738)
